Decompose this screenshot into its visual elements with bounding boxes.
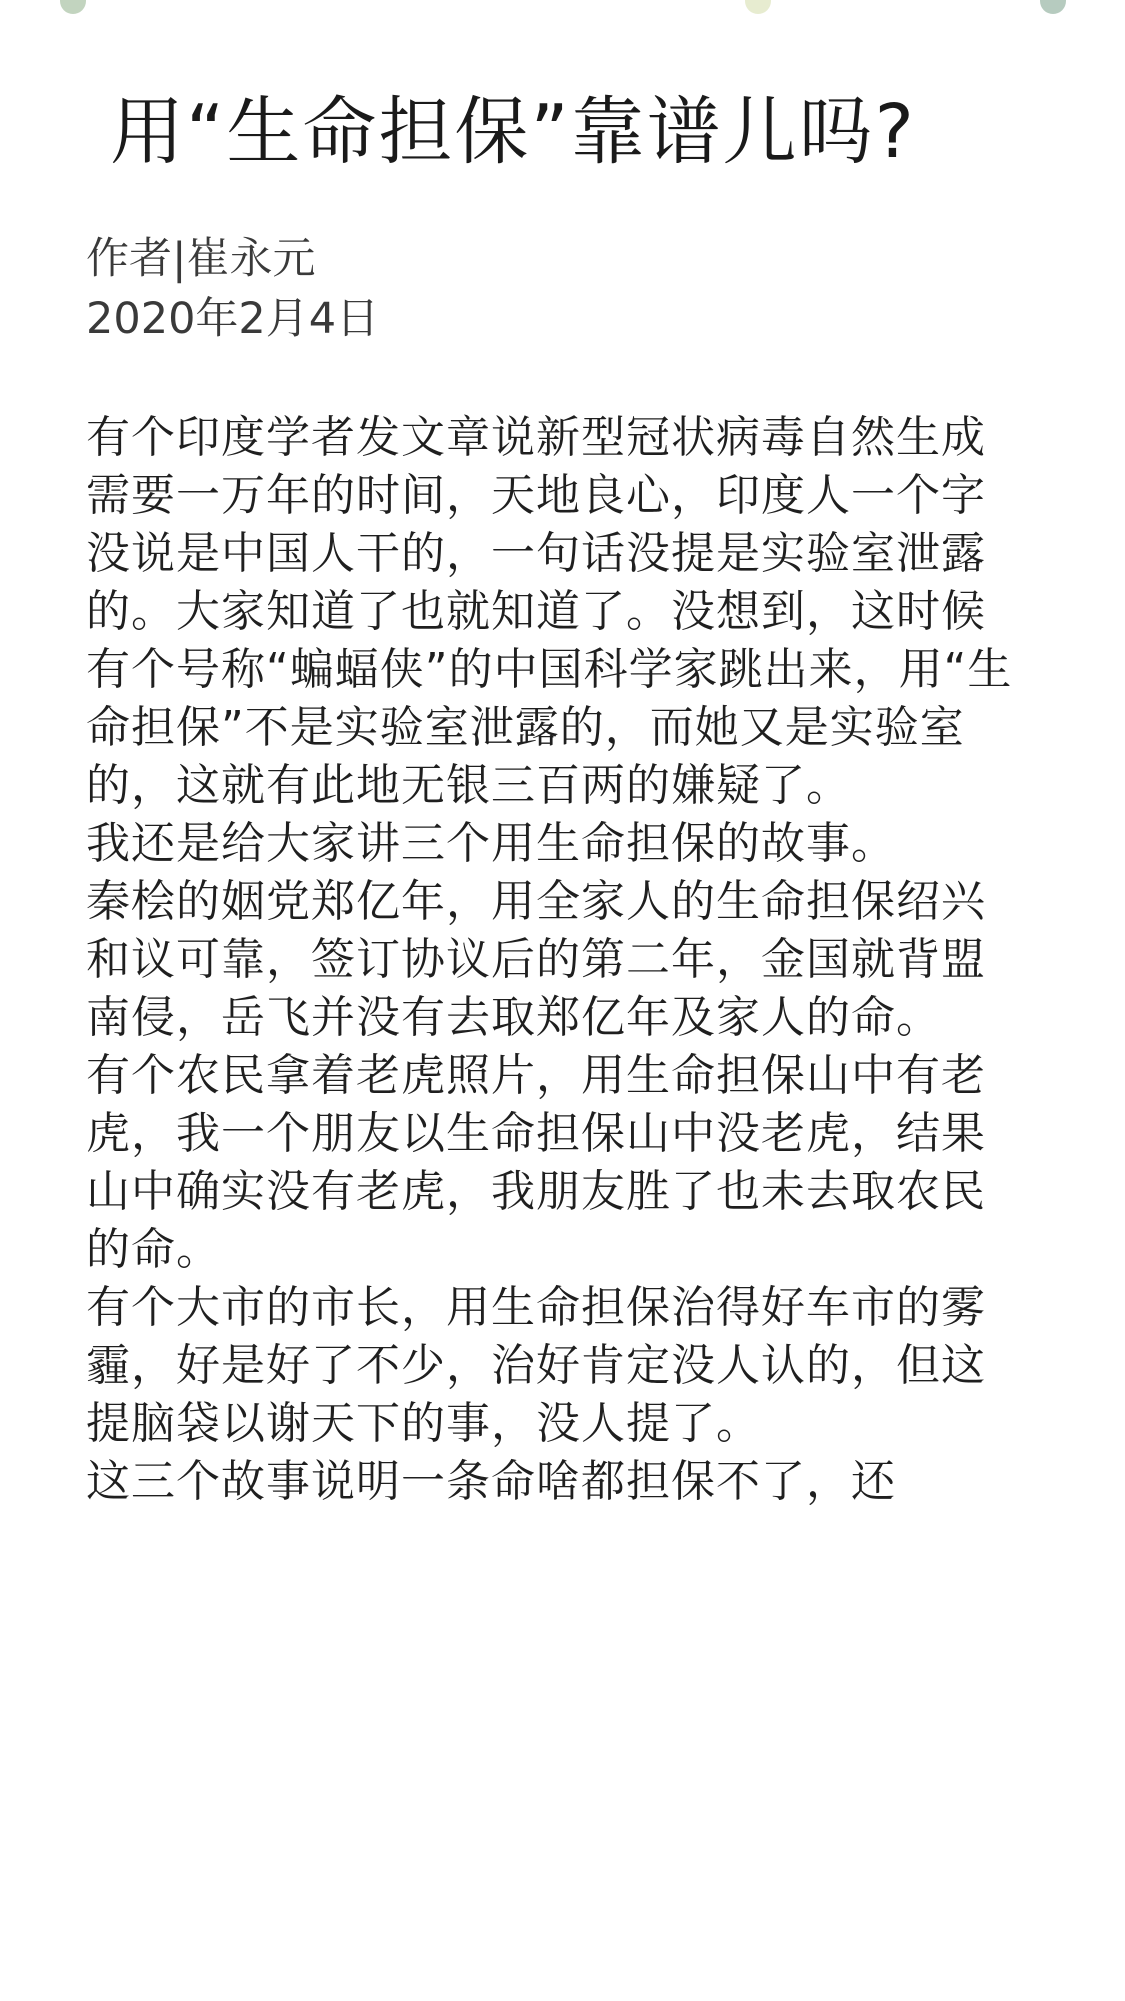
article-paragraph: 秦桧的姻党郑亿年，用全家人的生命担保绍兴和议可靠，签订协议后的第二年，金国就背盟南侵，岳飞并没有去取郑亿年及家人的命。 — [86, 876, 986, 1043]
article-paragraph: 我还是给大家讲三个用生命担保的故事。 — [86, 818, 896, 869]
article-body — [86, 409, 1016, 1511]
flower-decoration-icon — [745, 0, 771, 14]
article-title: 用“生命担保”靠谱儿吗? — [110, 89, 916, 175]
article-paragraph: 有个印度学者发文章说新型冠状病毒自然生成需要一万年的时间，天地良心，印度人一个字没说是中国人干的，一句话没提是实验室泄露的。大家知道了也就知道了。没想到，这时候有个号称“蝙蝠侠”的中国科学家跳出来，用“生命担保”不是实验室泄露的，而她又是实验室的，这就有此地无银三百两的嫌疑了。 — [86, 412, 1013, 811]
article-meta — [86, 229, 1016, 349]
article — [86, 80, 1016, 1511]
article-paragraph: 有个大市的市长，用生命担保治得好车市的雾霾，好是好了不少，治好肯定没人认的，但这提脑袋以谢天下的事，没人提了。 — [86, 1282, 986, 1449]
article-author: 作者|崔永元 — [86, 234, 316, 284]
leaf-decoration-icon — [60, 0, 86, 14]
leaf-decoration-icon — [1040, 0, 1066, 14]
article-date: 2020年2月4日 — [86, 294, 380, 344]
article-paragraph: 这三个故事说明一条命啥都担保不了，还 — [86, 1456, 896, 1507]
article-paragraph: 有个农民拿着老虎照片，用生命担保山中有老虎，我一个朋友以生命担保山中没老虎，结果山中确实没有老虎，我朋友胜了也未去取农民的命。 — [86, 1050, 986, 1275]
top-decoration — [0, 0, 1125, 18]
